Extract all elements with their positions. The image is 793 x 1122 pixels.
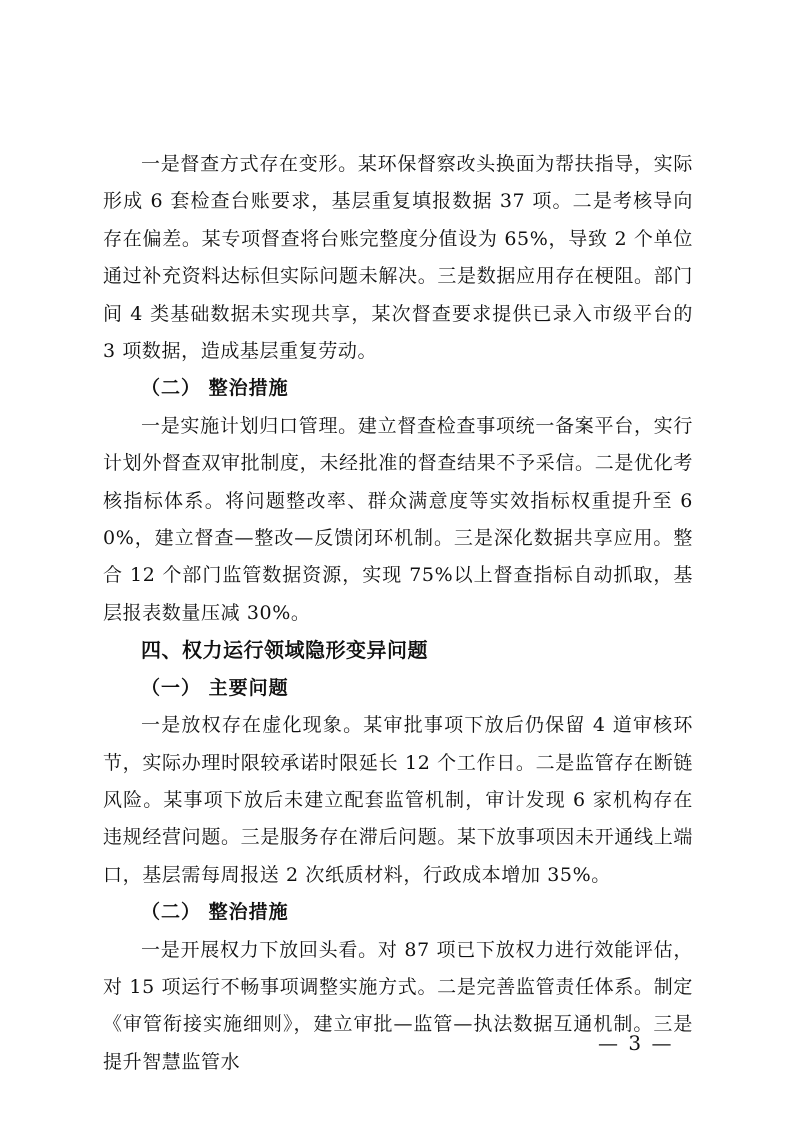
subheading-rectification-measures: （二） 整治措施 [141, 377, 289, 400]
section-heading-power-operation: 四、权力运行领域隐形变异问题 [141, 638, 428, 663]
document-body [103, 146, 693, 1081]
paragraph-power-measures: 一是开展权力下放回头看。对 87 项已下放权力进行效能评估，对 15 项运行不畅事项调整实施方式。二是完善监管责任体系。制定《审管衔接实施细则》，建立审批—监管—执法数据互通机制。三是提升智慧监管水 [103, 938, 693, 1073]
paragraph-supervision-problems: 一是督查方式存在变形。某环保督察改头换面为帮扶指导，实际形成 6 套检查台账要求，基层重复填报数据 37 项。二是考核导向存在偏差。某专项督查将台账完整度分值设为 65%，导致 2 个单位通过补充资料达标但实际问题未解决。三是数据应用存在梗阻。部门间 4 类基础数据未实现共享，某次督查要求提供已录入市级平台的 3 项数据，造成基层重复劳动。 [103, 153, 693, 363]
paragraph-rectification-measures: 一是实施计划归口管理。建立督查检查事项统一备案平台，实行计划外督查双审批制度，未经批准的督查结果不予采信。二是优化考核指标体系。将问题整改率、群众满意度等实效指标权重提升至 60%，建立督查—整改—反馈闭环机制。三是深化数据共享应用。整合 12 个部门监管数据资源，实现 75%以上督查指标自动抓取，基层报表数量压减 30%。 [103, 414, 693, 624]
paragraph-power-problems: 一是放权存在虚化现象。某审批事项下放后仍保留 4 道审核环节，实际办理时限较承诺时限延长 12 个工作日。二是监管存在断链风险。某事项下放后未建立配套监管机制，审计发现 6 家机构存在违规经营问题。三是服务存在滞后问题。某下放事项因未开通线上端口，基层需每周报送 2 次纸质材料，行政成本增加 35%。 [103, 714, 693, 886]
page-number: — 3 — [598, 1031, 674, 1055]
subheading-power-measures: （二） 整治措施 [141, 901, 289, 924]
subheading-main-problems: （一） 主要问题 [141, 676, 289, 699]
